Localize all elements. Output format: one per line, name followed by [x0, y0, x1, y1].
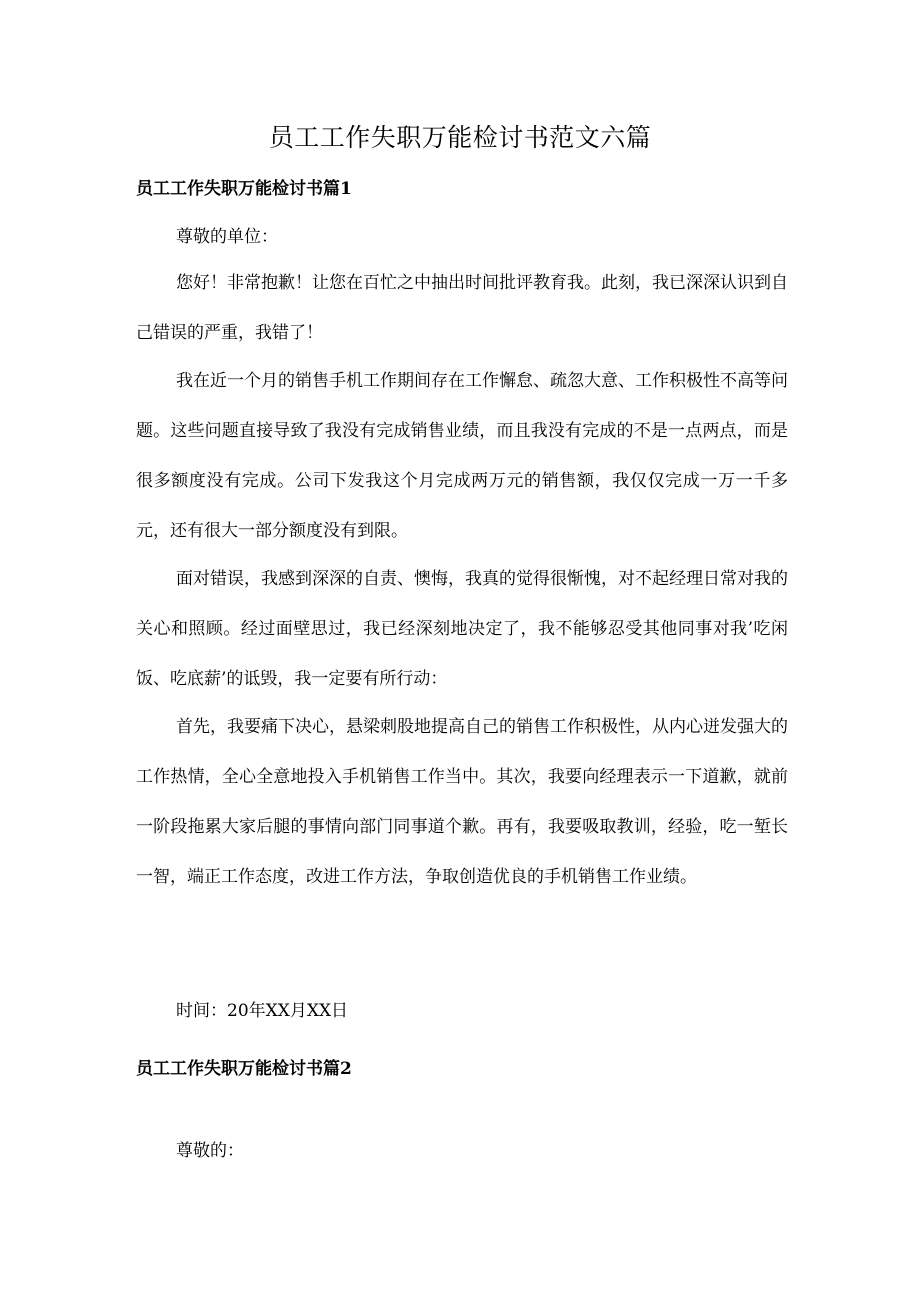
- salutation-1: 尊敬的单位：: [176, 227, 278, 247]
- paragraph-1: 您好！非常抱歉！让您在百忙之中抽出时间批评教育我。此刻，我已深深认识到自己错误的严重，我错了！: [136, 273, 788, 343]
- paragraph-3: 面对错误，我感到深深的自责、懊悔，我真的觉得很惭愧，对不起经理日常对我的关心和照顾。经过面壁思过，我已经深刻地决定了，我不能够忍受其他同事对我’吃闲饭、吃底薪’的诋毁，我一定要有所行动：: [136, 569, 788, 689]
- section-heading-2: 员工工作失职万能检讨书篇2: [136, 1059, 352, 1079]
- date-line: 时间：20年XX月XX日: [176, 1001, 349, 1021]
- document-title: 员工工作失职万能检讨书范文六篇: [268, 123, 652, 152]
- paragraph-4: 首先，我要痛下决心，悬梁刺股地提高自己的销售工作积极性，从内心迸发强大的工作热情，全心全意地投入手机销售工作当中。其次，我要向经理表示一下道歉，就前一阶段拖累大家后腿的事情向部门同事道个歉。再有，我要吸取教训，经验，吃一堑长一智，端正工作态度，改进工作方法，争取创造优良的手机销售工作业绩。: [136, 717, 788, 887]
- section-heading-1: 员工工作失职万能检讨书篇1: [136, 179, 352, 199]
- paragraph-2: 我在近一个月的销售手机工作期间存在工作懈怠、疏忽大意、工作积极性不高等问题。这些问题直接导致了我没有完成销售业绩，而且我没有完成的不是一点两点，而是很多额度没有完成。公司下发我这个月完成两万元的销售额，我仅仅完成一万一千多元，还有很大一部分额度没有到限。: [136, 371, 788, 541]
- salutation-2: 尊敬的：: [176, 1141, 244, 1161]
